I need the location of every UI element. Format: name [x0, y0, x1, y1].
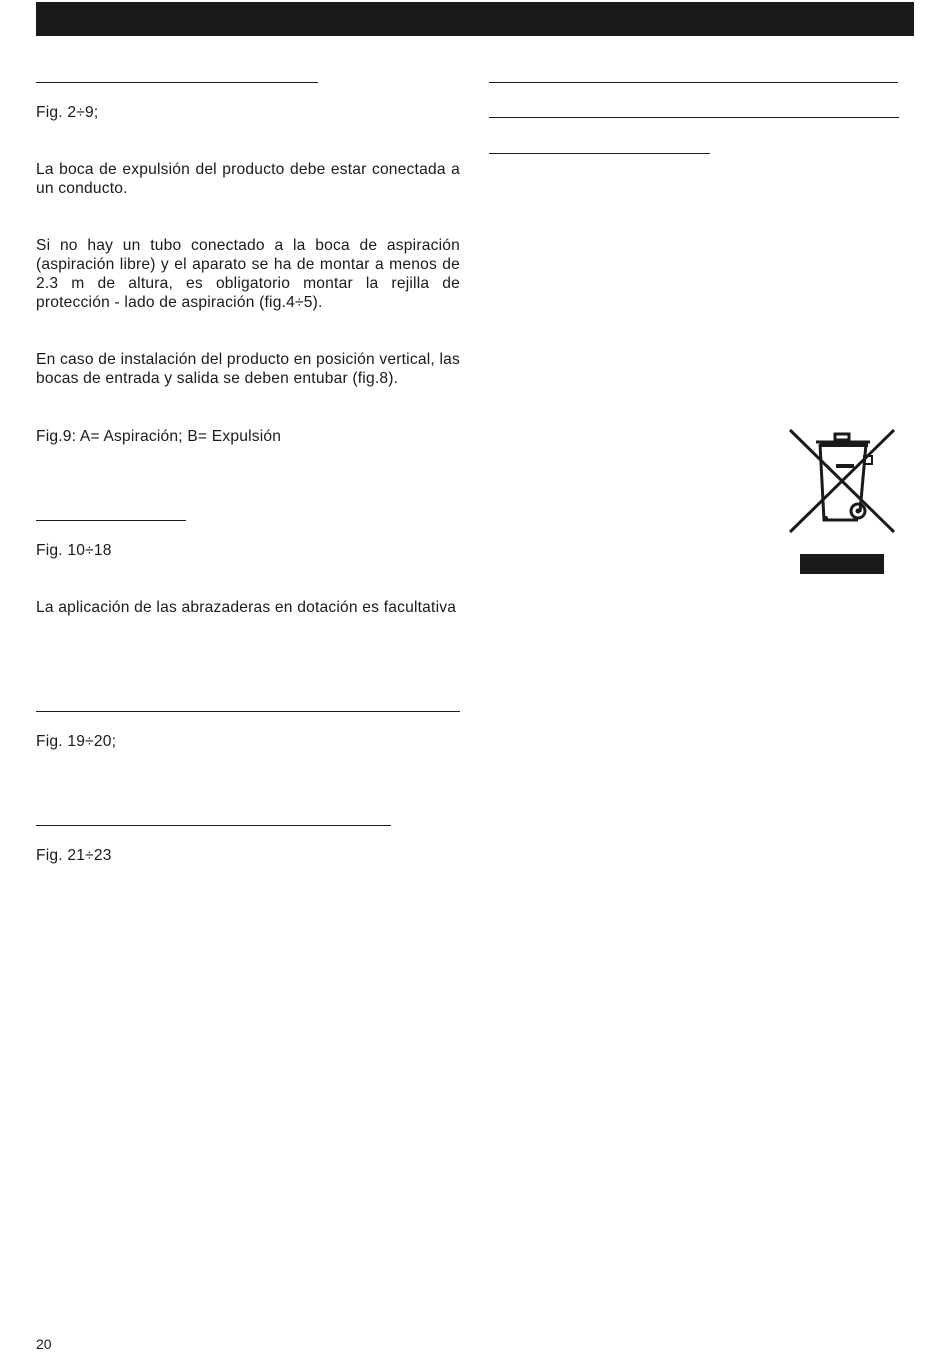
fig-reference: Fig. 19÷20;	[36, 733, 117, 750]
fig-reference: Fig. 10÷18	[36, 542, 112, 559]
section-heading-rule	[36, 825, 391, 826]
section-heading-rule	[36, 711, 460, 712]
header-bar	[36, 2, 914, 36]
section-heading-rule	[36, 520, 186, 521]
section-heading-rule	[36, 82, 318, 83]
paragraph-expulsion: La boca de expulsión del producto debe estar conectada a un conducto.	[36, 161, 460, 197]
paragraph-vertical: En caso de instalación del producto en posición vertical, las bocas de entrada y salida se deben entubar (fig.8).	[36, 351, 460, 387]
paragraph-aspiracion: Si no hay un tubo conectado a la boca de aspiración (aspiración libre) y el aparato se ha de montar a menos de 2.3 m de altura, es obligatorio montar la rejilla de protección - lado de aspiración (fig.4÷5).	[36, 237, 460, 311]
fig-reference: Fig. 21÷23	[36, 847, 112, 864]
section-heading-rule	[489, 117, 899, 118]
page-number: 20	[36, 1336, 52, 1352]
weee-symbol-underbar	[800, 554, 884, 574]
section-heading-rule	[489, 82, 898, 83]
paragraph-abrazaderas: La aplicación de las abrazaderas en dotación es facultativa	[36, 599, 457, 616]
fig-9-caption: Fig.9: A= Aspiración; B= Expulsión	[36, 428, 282, 445]
section-heading-rule	[489, 153, 710, 154]
crossed-out-wheelie-bin-icon	[786, 428, 898, 536]
fig-reference: Fig. 2÷9;	[36, 104, 99, 121]
